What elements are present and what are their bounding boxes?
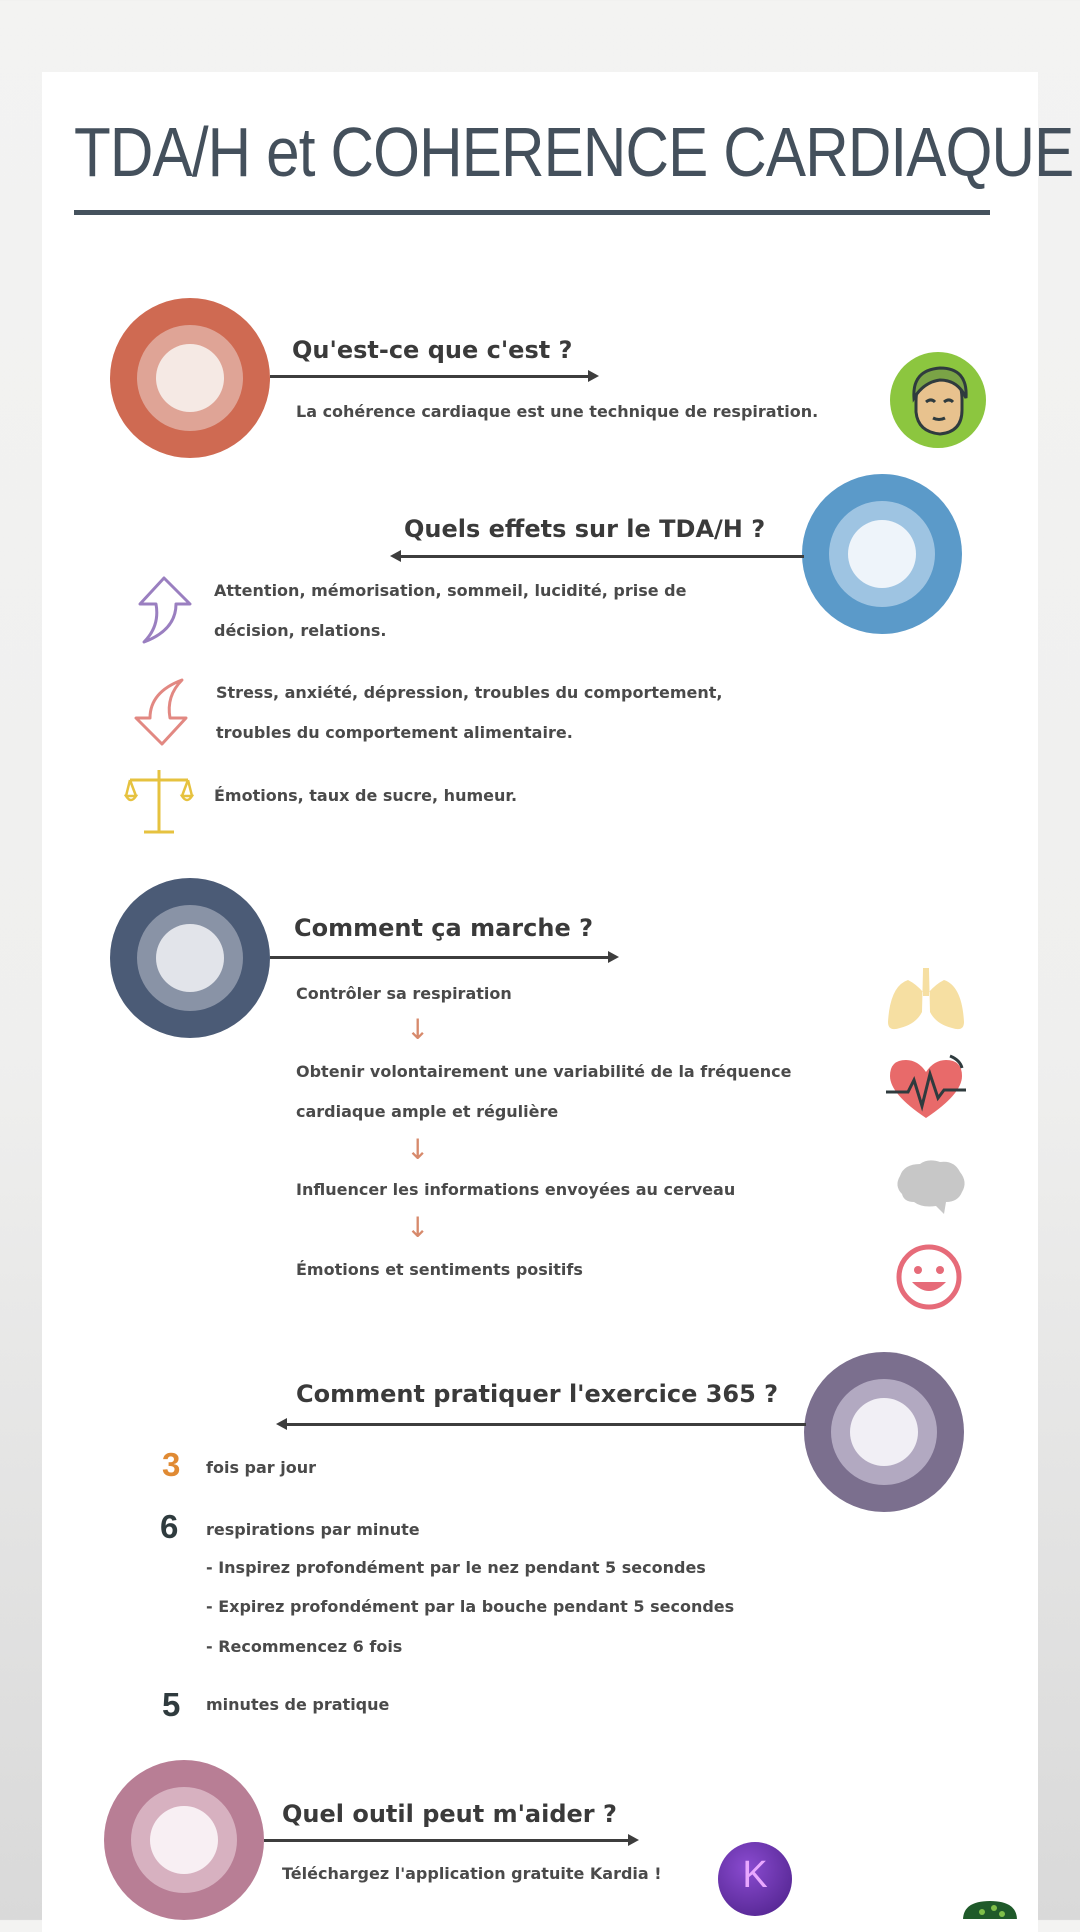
section1-heading: Qu'est-ce que c'est ? (292, 336, 573, 364)
step-arrow-1: ↓ (406, 1013, 430, 1046)
step-4-text: Émotions et sentiments positifs (296, 1260, 583, 1279)
section5-disc (104, 1760, 264, 1920)
section1-arrow-line (270, 375, 590, 378)
effect-item-3-line1: Émotions, taux de sucre, humeur. (214, 786, 518, 805)
section3-arrow-head (608, 951, 619, 963)
instruction-3: - Recommencez 6 fois (206, 1637, 403, 1656)
count-breaths-per-minute: 6 (160, 1508, 179, 1545)
heartbeat-icon (884, 1054, 968, 1124)
breaths-per-minute-label: respirations par minute (206, 1520, 420, 1539)
section3-disc (110, 878, 270, 1038)
page-title: TDA/H et COHERENCE CARDIAQUE (74, 113, 1074, 191)
brain-icon (892, 1158, 968, 1218)
section4-disc (804, 1352, 964, 1512)
times-per-day-label: fois par jour (206, 1458, 316, 1477)
arrow-up-icon (132, 574, 196, 646)
smiley-icon (894, 1242, 964, 1312)
lungs-icon (886, 966, 966, 1034)
step-1-text: Contrôler sa respiration (296, 984, 512, 1003)
section5-arrow-line (264, 1839, 630, 1842)
section1-text: La cohérence cardiaque est une technique de respiration. (296, 402, 819, 421)
section5-text: Téléchargez l'application gratuite Kardia ! (282, 1864, 662, 1883)
kardia-app-letter: K (742, 1854, 768, 1896)
step-2-line1: Obtenir volontairement une variabilité de la fréquence (296, 1062, 792, 1081)
effect-item-1-line2: décision, relations. (214, 621, 387, 640)
section4-heading: Comment pratiquer l'exercice 365 ? (296, 1380, 779, 1408)
section4-arrow-line (284, 1423, 806, 1426)
step-3-text: Influencer les informations envoyées au cerveau (296, 1180, 736, 1199)
effect-item-2-line1: Stress, anxiété, dépression, troubles du comportement, (216, 683, 723, 702)
tree-logo-icon (960, 1898, 1020, 1920)
calm-face-icon (888, 350, 988, 450)
step-arrow-2: ↓ (406, 1133, 430, 1166)
section2-arrow-line (398, 555, 804, 558)
instruction-1: - Inspirez profondément par le nez pendant 5 secondes (206, 1558, 706, 1577)
title-underline (74, 210, 990, 215)
step-arrow-3: ↓ (406, 1211, 430, 1244)
balance-scale-icon (124, 766, 194, 838)
section2-disc (802, 474, 962, 634)
section3-arrow-line (270, 956, 610, 959)
instruction-2: - Expirez profondément par la bouche pendant 5 secondes (206, 1597, 735, 1616)
count-times-per-day: 3 (162, 1446, 181, 1483)
section1-arrow-head (588, 370, 599, 382)
effect-item-2-line2: troubles du comportement alimentaire. (216, 723, 573, 742)
section1-disc (110, 298, 270, 458)
section3-heading: Comment ça marche ? (294, 914, 593, 942)
section5-arrow-head (628, 1834, 639, 1846)
kardia-app-icon (718, 1842, 792, 1916)
effect-item-1-line1: Attention, mémorisation, sommeil, lucidité, prise de (214, 581, 687, 600)
count-minutes-practice: 5 (162, 1686, 181, 1723)
minutes-practice-label: minutes de pratique (206, 1695, 390, 1714)
section2-heading: Quels effets sur le TDA/H ? (404, 515, 766, 543)
step-2-line2: cardiaque ample et régulière (296, 1102, 559, 1121)
section5-heading: Quel outil peut m'aider ? (282, 1800, 617, 1828)
arrow-down-icon (130, 676, 194, 748)
